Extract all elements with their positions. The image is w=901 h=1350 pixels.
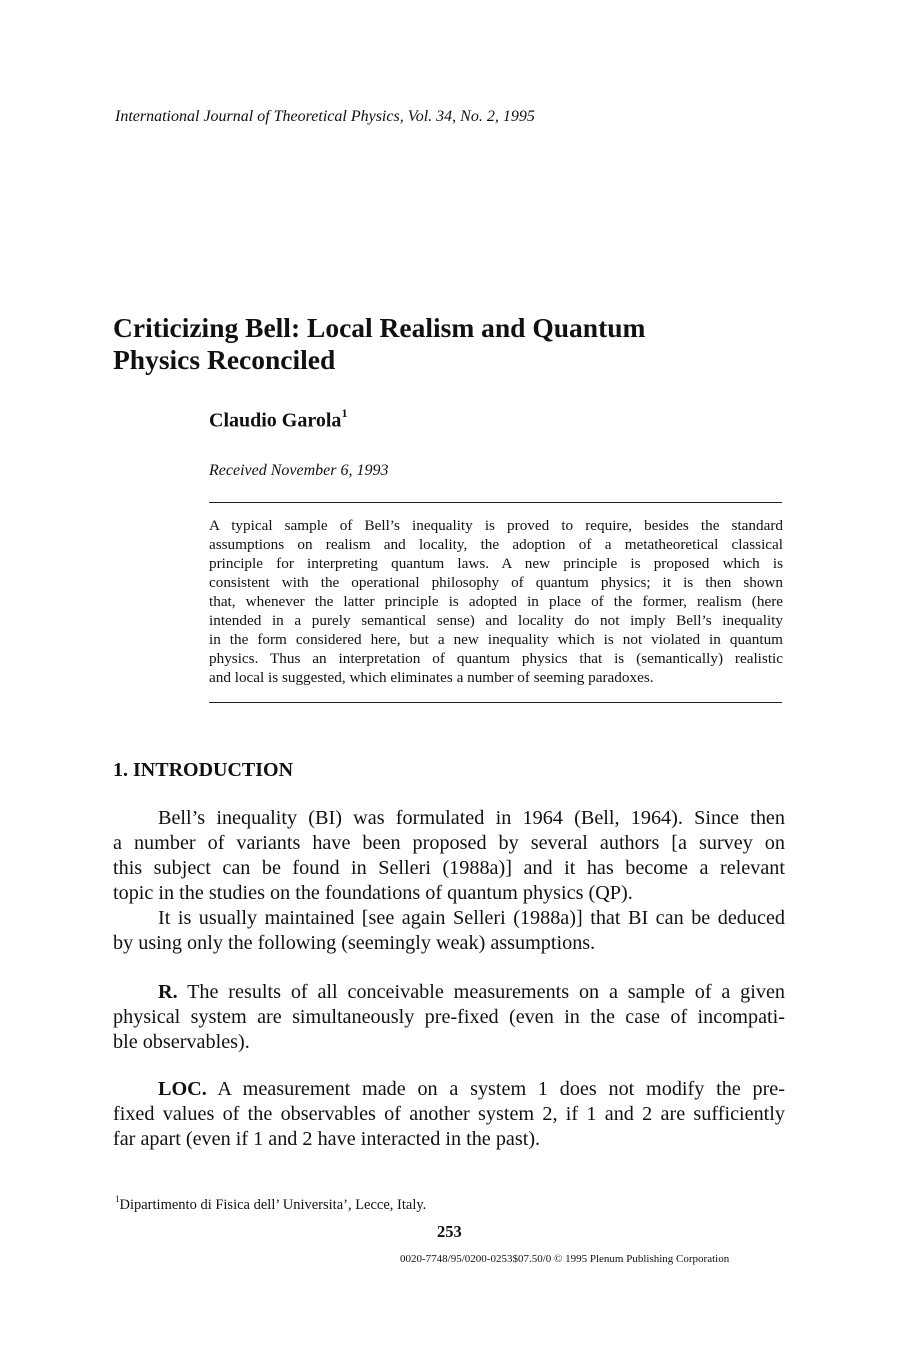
journal-citation: International Journal of Theoretical Physics, Vol. 34, No. 2, 1995 <box>115 108 535 125</box>
copyright-line: 0020-7748/95/0200-0253$07.50/0 © 1995 Plenum Publishing Corporation <box>400 1253 730 1265</box>
assumption-loc <box>113 1077 785 1152</box>
paragraph-line: far apart (even if 1 and 2 have interacted in the past). <box>113 1128 541 1150</box>
paragraph-line: Bell’s inequality (BI) was formulated in 1964 (Bell, 1964). Since then <box>158 807 785 829</box>
assumption-r-text: The results of all conceivable measurements on a sample of a given <box>177 981 785 1003</box>
author <box>209 408 347 433</box>
abstract-line: principle for interpreting quantum laws. A new principle is proposed which is <box>209 555 783 572</box>
assumption-loc-label: LOC. <box>158 1078 207 1100</box>
paragraph-line: fixed values of the observables of another system 2, if 1 and 2 are sufficiently <box>113 1103 785 1125</box>
abstract-top-rule <box>209 502 782 503</box>
assumption-r <box>113 980 785 1055</box>
paragraph-line: by using only the following (seemingly weak) assumptions. <box>113 932 596 954</box>
assumption-r-line-1 <box>113 980 785 1005</box>
paper-title <box>113 312 793 376</box>
assumption-loc-line-1 <box>113 1077 785 1102</box>
received-date: Received November 6, 1993 <box>209 462 389 479</box>
assumption-r-label: R. <box>158 981 178 1003</box>
footnote <box>115 1195 426 1214</box>
paragraph-2 <box>113 906 785 956</box>
paragraph-line: ble observables). <box>113 1031 250 1053</box>
assumption-loc-text: A measurement made on a system 1 does not modify the pre- <box>206 1078 785 1100</box>
footnote-mark: 1 <box>115 1194 120 1204</box>
title-line-1: Criticizing Bell: Local Realism and Quantum <box>113 312 646 343</box>
abstract-line: in the form considered here, but a new inequality which is not violated in quantum <box>209 631 783 648</box>
abstract-line: and local is suggested, which eliminates a number of seeming paradoxes. <box>209 669 654 686</box>
paragraph-1 <box>113 806 785 906</box>
section-heading-introduction: 1. INTRODUCTION <box>113 759 294 781</box>
abstract-line: that, whenever the latter principle is adopted in place of the former, realism (here <box>209 593 783 610</box>
abstract-line: physics. Thus an interpretation of quantum physics that is (semantically) realistic <box>209 650 783 667</box>
abstract-line: consistent with the operational philosophy of quantum physics; it is then shown <box>209 574 783 591</box>
paragraph-line: physical system are simultaneously pre-fixed (even in the case of incompati- <box>113 1006 785 1028</box>
paragraph-line: It is usually maintained [see again Selleri (1988a)] that BI can be deduced <box>158 907 785 929</box>
abstract-line: intended in a purely semantical sense) and locality do not imply Bell’s inequality <box>209 612 783 629</box>
title-line-2: Physics Reconciled <box>113 344 336 375</box>
page-number: 253 <box>437 1222 462 1241</box>
abstract-line: assumptions on realism and locality, the adoption of a metatheoretical classical <box>209 536 783 553</box>
paragraph-line: a number of variants have been proposed by several authors [a survey on <box>113 832 785 854</box>
paragraph-line: this subject can be found in Selleri (1988a)] and it has become a relevant <box>113 857 785 879</box>
paragraph-line: topic in the studies on the foundations of quantum physics (QP). <box>113 882 633 904</box>
author-footnote-mark: 1 <box>341 406 348 420</box>
footnote-text: Dipartimento di Fisica dell’ Universita’, Lecce, Italy. <box>119 1196 427 1213</box>
author-name: Claudio Garola <box>209 409 342 432</box>
abstract <box>209 516 783 687</box>
abstract-bottom-rule <box>209 702 782 703</box>
abstract-line: A typical sample of Bell’s inequality is proved to require, besides the standard <box>209 517 783 534</box>
